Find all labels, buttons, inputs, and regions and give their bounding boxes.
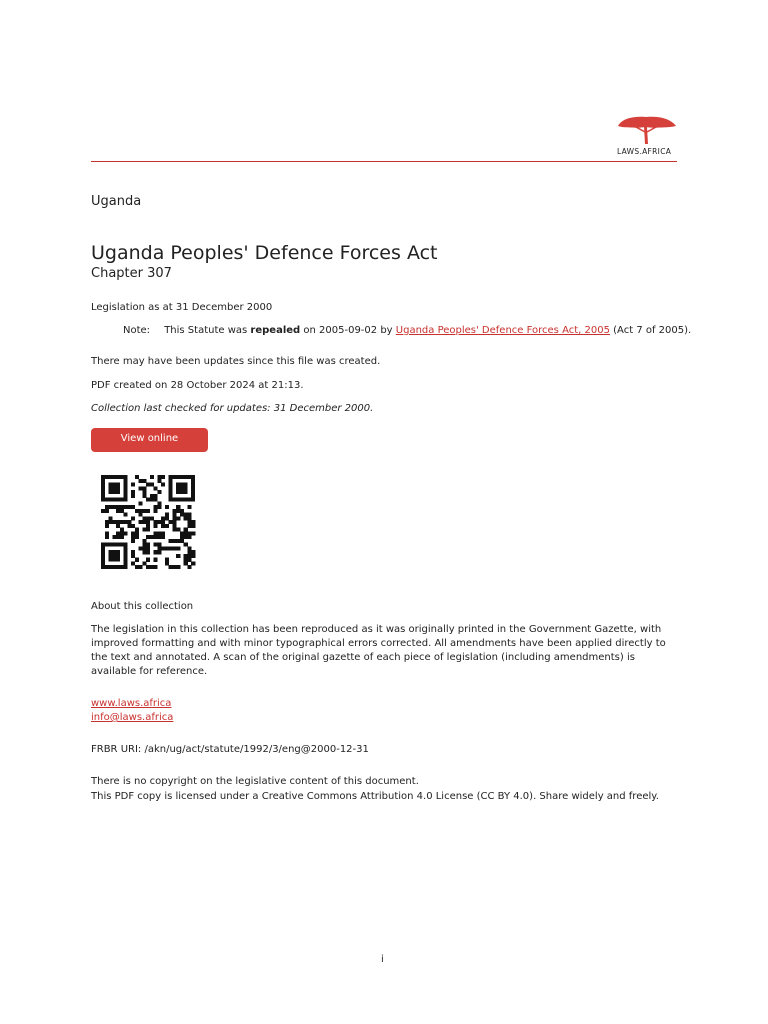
license-notice: This PDF copy is licensed under a Creative Commons Attribution 4.0 License (CC BY 4.0). Share widely and freely. [91,791,659,802]
legislation-as-at: Legislation as at 31 December 2000 [91,302,273,313]
view-online-button[interactable]: View online [91,428,208,452]
note-label: Note: [123,325,151,336]
pdf-created: PDF created on 28 October 2024 at 21:13. [91,380,304,391]
website-link-text[interactable]: www.laws.africa [91,698,172,709]
chapter-number: Chapter 307 [91,266,172,281]
document-title: Uganda Peoples' Defence Forces Act [91,242,438,264]
website-link[interactable] [91,697,171,711]
collection-checked: Collection last checked for updates: 31 December 2000. [91,403,374,414]
note-repealed: repealed [250,325,301,336]
email-link[interactable] [91,711,173,725]
repeal-note [123,324,691,338]
header-rule [91,161,677,162]
updates-notice: There may have been updates since this file was created. [91,356,381,367]
note-text-middle: on 2005-09-02 by [303,325,393,336]
qr-code-icon[interactable] [101,475,199,569]
logo-text: LAWS.AFRICA [617,147,672,156]
about-heading: About this collection [91,601,194,612]
about-paragraph: The legislation in this collection has been reproduced as it was originally printed in the Government Gazette, with improved formatting and with minor typographical errors corrected. All amendments have been applied directly to the text and annotated. A scan of the original gazette of each piece of legislation (including amendments) is available for reference. [91,624,666,677]
email-link-text[interactable]: info@laws.africa [91,712,174,723]
acacia-tree-icon [612,112,680,148]
note-text-before: This Statute was [164,325,248,336]
page-number: i [381,954,384,965]
frbr-uri: FRBR URI: /akn/ug/act/statute/1992/3/eng@2000-12-31 [91,744,369,755]
note-text-after: (Act 7 of 2005). [613,325,692,336]
repealing-act-link[interactable]: Uganda Peoples' Defence Forces Act, 2005 [395,325,610,336]
country: Uganda [91,194,142,209]
copyright-notice: There is no copyright on the legislative content of this document. [91,776,419,787]
